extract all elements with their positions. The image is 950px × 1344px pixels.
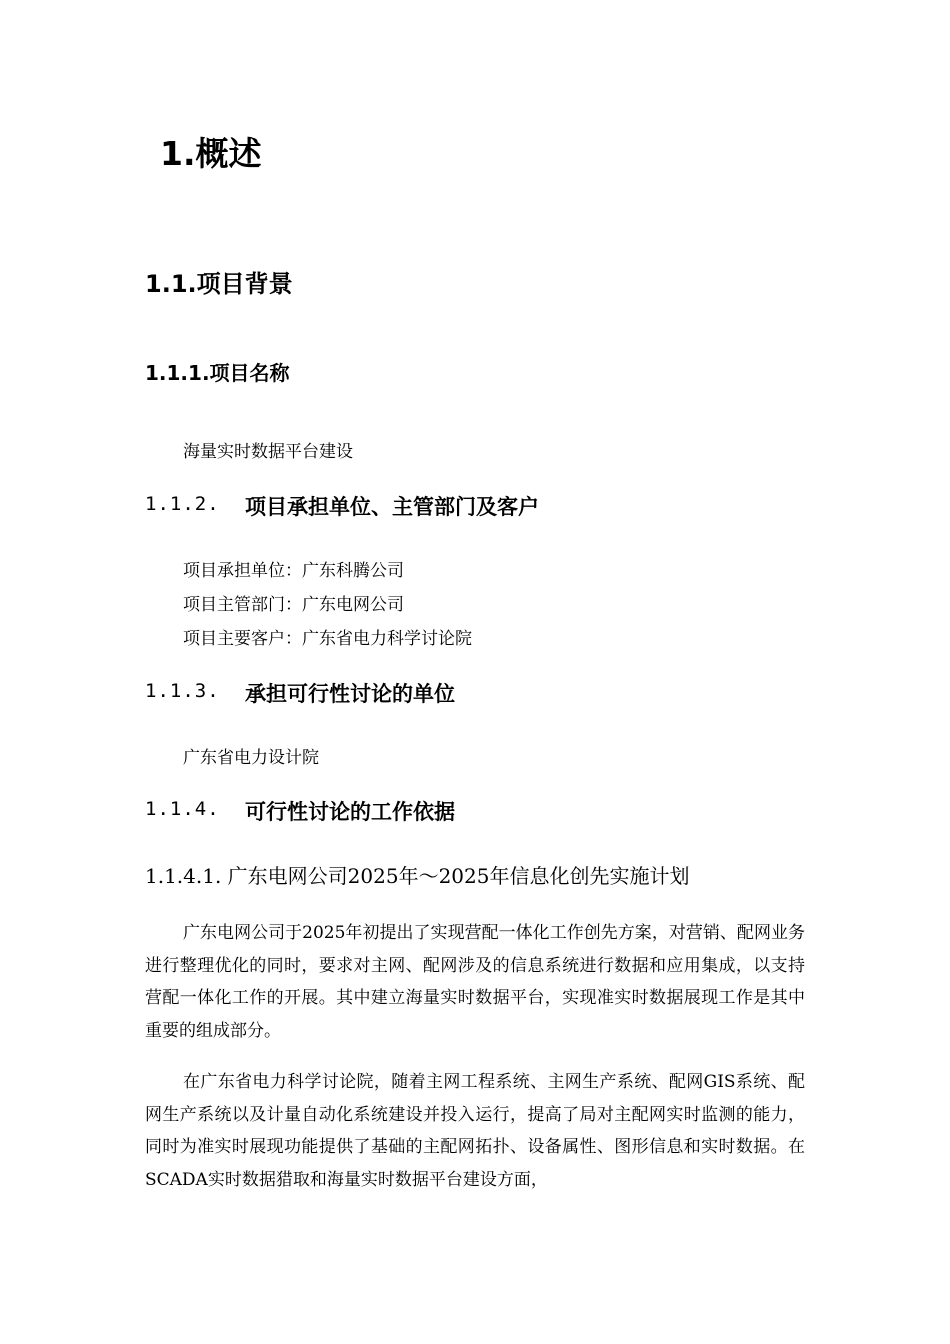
heading-1: 1.概述	[160, 134, 262, 173]
heading-1-1-2	[145, 491, 745, 521]
supervising-dept-line: 项目主管部门：广东电网公司	[183, 595, 404, 615]
heading-title: 承担可行性讨论的单位	[245, 682, 455, 706]
project-name-text: 海量实时数据平台建设	[183, 442, 353, 462]
heading-1-1-1: 1.1.1.项目名称	[145, 361, 290, 385]
heading-number: 1.1.4.	[145, 798, 220, 820]
body-paragraph: 广东电网公司于2025年初提出了实现营配一体化工作创先方案，对营销、配网业务进行整理优化的同时，要求对主网、配网涉及的信息系统进行数据和应用集成，以支持营配一体化工作的开展。其中建立海量实时数据平台，实现准实时数据展现工作是其中重要的组成部分。	[145, 923, 805, 1041]
heading-1-1-3	[145, 678, 745, 708]
feasibility-unit-text: 广东省电力设计院	[183, 748, 319, 768]
undertaking-unit-line: 项目承担单位：广东科腾公司	[183, 561, 404, 581]
body-paragraph: 在广东省电力科学讨论院，随着主网工程系统、主网生产系统、配网GIS系统、配网生产系统以及计量自动化系统建设并投入运行，提高了局对主配网实时监测的能力，同时为准实时展现功能提供了基础的主配网拓扑、设备属性、图形信息和实时数据。在SCADA实时数据猎取和海量实时数据平台建设方面，	[145, 1072, 805, 1190]
heading-number: 1.1.2.	[145, 493, 220, 515]
heading-2: 1.1.项目背景	[145, 270, 293, 298]
heading-title: 可行性讨论的工作依据	[245, 800, 455, 824]
heading-1-1-4-1: 1.1.4.1. 广东电网公司2025年～2025年信息化创先实施计划	[145, 864, 690, 888]
heading-1-1-4	[145, 796, 745, 826]
main-customer-line: 项目主要客户：广东省电力科学讨论院	[183, 629, 472, 649]
heading-number: 1.1.3.	[145, 680, 220, 702]
heading-title: 项目承担单位、主管部门及客户	[245, 495, 539, 519]
